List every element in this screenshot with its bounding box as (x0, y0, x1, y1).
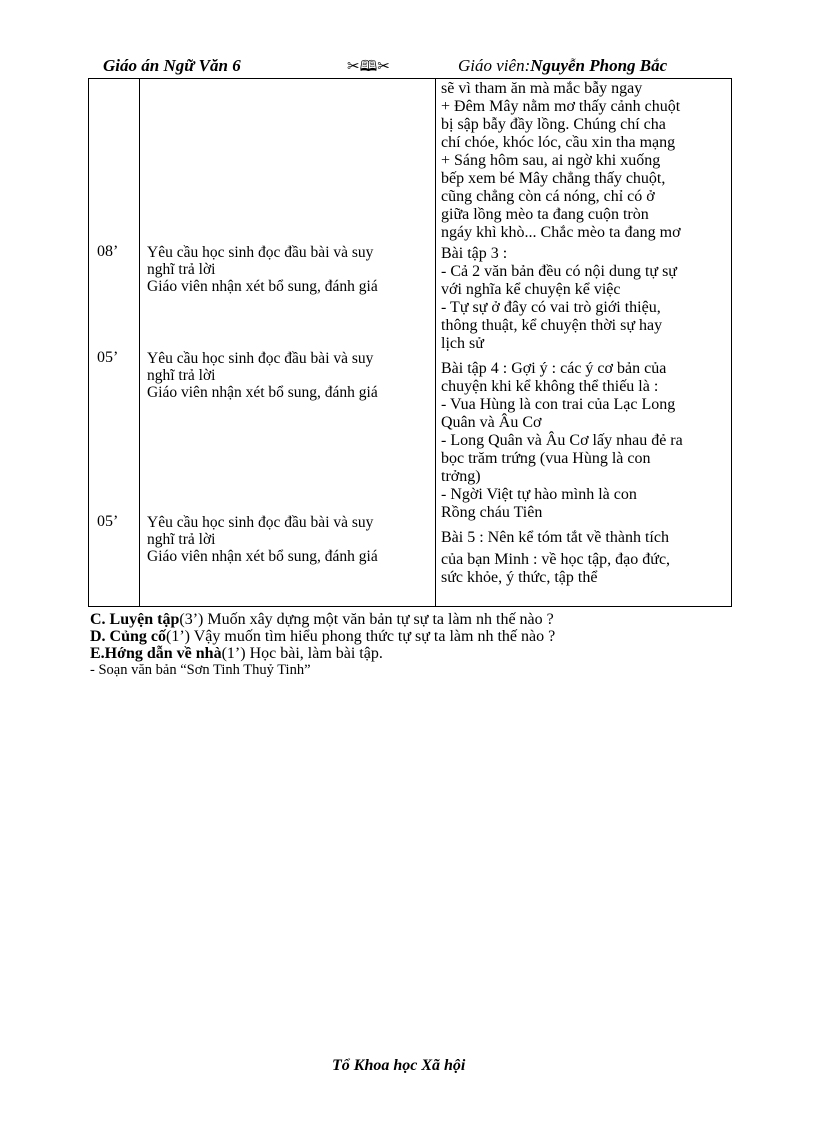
activity-line: Giáo viên nhận xét bổ sung, đánh giá (147, 384, 378, 401)
section-practice (90, 611, 730, 628)
story-continuation (441, 80, 729, 242)
story-line: giữa lồng mèo ta đang cuộn tròn (441, 206, 649, 223)
story-line: chí chóe, khóc lóc, cầu xin tha mạng (441, 134, 676, 151)
content-line: Bài tập 3 : (441, 245, 508, 262)
story-line: cũng chẳng còn cá nóng, chỉ có ở (441, 188, 655, 205)
table-col-divider-1 (139, 78, 140, 606)
content-line: - Vua Hùng là con trai của Lạc Long (441, 396, 676, 413)
activity-line: Yêu cầu học sinh đọc đầu bài và suy (147, 514, 374, 531)
row-content (441, 529, 729, 587)
row-time: 08’ (97, 243, 119, 260)
content-line: - Cả 2 văn bản đều có nội dung tự sự (441, 263, 677, 280)
content-line: Quân và Âu Cơ (441, 414, 542, 431)
story-line: + Sáng hôm sau, ai ngờ khi xuống (441, 152, 661, 169)
story-line: sẽ vì tham ăn mà mắc bẫy ngay (441, 80, 643, 97)
section-practice-label: C. Luyện tập (90, 611, 180, 628)
page-footer: Tổ Khoa học Xã hội (332, 1057, 466, 1074)
content-line: - Ngời Việt tự hào mình là con (441, 486, 637, 503)
content-line: lịch sử (441, 335, 484, 352)
story-line: + Đêm Mây nằm mơ thấy cảnh chuột (441, 98, 681, 115)
activity-line: Yêu cầu học sinh đọc đầu bài và suy (147, 350, 374, 367)
section-practice-text: (3’) Muốn xây dựng một văn bản tự sự ta làm nh thế nào ? (179, 611, 554, 628)
activity-line: nghĩ trả lời (147, 531, 216, 548)
section-homework-extra: - Soạn văn bản “Sơn Tinh Thuỷ Tinh” (90, 662, 311, 678)
row-time: 05’ (97, 349, 119, 366)
story-line: bếp xem bé Mây chẳng thấy chuột, (441, 170, 666, 187)
content-line: với nghĩa kể chuyện kể việc (441, 281, 621, 298)
header-title: Giáo án Ngữ Văn 6 (103, 56, 241, 75)
content-line: của bạn Minh : về học tập, đạo đức, (441, 551, 671, 568)
table-left-border (88, 78, 89, 606)
teacher-label: Giáo viên: (458, 56, 531, 75)
section-consolidation-label: D. Củng cố (90, 628, 167, 645)
table-top-border (88, 78, 732, 79)
content-line: - Tự sự ở đây có vai trò giới thiệu, (441, 299, 661, 316)
table-bottom-border (88, 606, 732, 607)
lesson-closing-sections (90, 611, 730, 679)
content-line: bọc trăm trứng (vua Hùng là con (441, 450, 651, 467)
section-consolidation (90, 628, 730, 645)
row-teacher-activity (147, 244, 432, 295)
table-col-divider-2 (435, 78, 436, 606)
row-content (441, 245, 729, 353)
content-line: trởng) (441, 468, 481, 485)
activity-line: nghĩ trả lời (147, 261, 216, 278)
content-line: sức khỏe, ý thức, tập thể (441, 569, 598, 586)
row-teacher-activity (147, 350, 432, 401)
section-homework-label: E.Hớng dẫn về nhà (90, 645, 222, 662)
row-time: 05’ (97, 513, 119, 530)
activity-line: Giáo viên nhận xét bổ sung, đánh giá (147, 278, 378, 295)
section-homework-text: (1’) Học bài, làm bài tập. (221, 645, 383, 662)
content-line: chuyện khi kể không thể thiếu là : (441, 378, 659, 395)
activity-line: Giáo viên nhận xét bổ sung, đánh giá (147, 548, 378, 565)
book-ornament-icon: ✂🕮✂ (347, 59, 390, 75)
page-header (103, 56, 708, 78)
row-teacher-activity (147, 514, 432, 565)
activity-line: Yêu cầu học sinh đọc đầu bài và suy (147, 244, 374, 261)
teacher-name: Nguyễn Phong Bắc (530, 56, 668, 75)
table-right-border (731, 78, 732, 606)
content-line: Bài 5 : Nên kể tóm tắt về thành tích (441, 529, 669, 546)
content-line: thông thuật, kể chuyện thời sự hay (441, 317, 663, 334)
section-homework (90, 645, 730, 662)
story-line: bị sập bẫy đầy lồng. Chúng chí cha (441, 116, 666, 133)
content-line: - Long Quân và Âu Cơ lấy nhau đẻ ra (441, 432, 683, 449)
story-line: ngáy khì khò... Chắc mèo ta đang mơ (441, 224, 681, 241)
content-line: Bài tập 4 : Gợi ý : các ý cơ bản của (441, 360, 667, 377)
content-line: Rồng cháu Tiên (441, 504, 543, 521)
row-content (441, 360, 729, 522)
activity-line: nghĩ trả lời (147, 367, 216, 384)
section-consolidation-text: (1’) Vậy muốn tìm hiểu phong thức tự sự ta làm nh thế nào ? (166, 628, 556, 645)
header-teacher (458, 56, 667, 76)
